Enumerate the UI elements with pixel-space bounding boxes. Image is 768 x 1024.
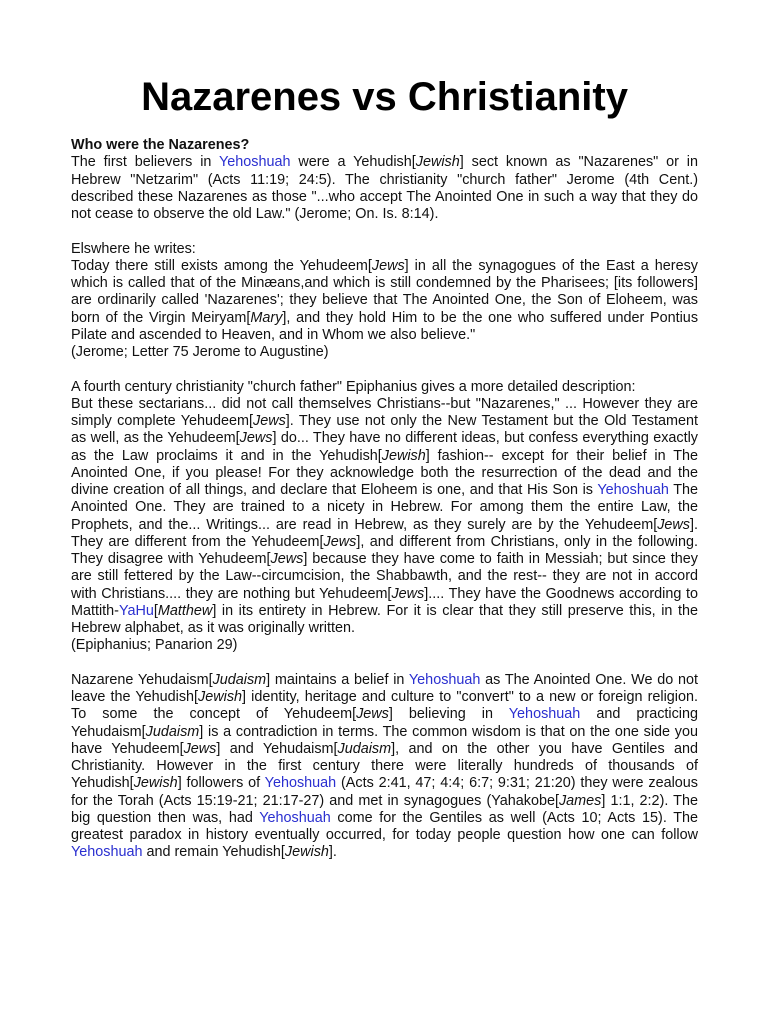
text-run: were a Yehudish[ bbox=[290, 154, 416, 171]
text-run: ], and they hold Him to be the one who suffered under Pontius Pilate and ascended to Heaven, and in Whom we also believe." bbox=[71, 309, 699, 343]
text-run: ]. They use not only the New Testament but the Old Testament as well, as the Yehudeem[ bbox=[71, 413, 698, 447]
italic-translation: Jews bbox=[183, 740, 217, 757]
page-title: Nazarenes vs Christianity bbox=[141, 75, 628, 119]
italic-translation: Jews bbox=[391, 585, 425, 602]
text-run: ] in all the synagogues of the East a heresy which is called that of the Minæans,and which is still condemned by the Pharisees; [its followers] are ordinarily called 'Nazarenes'; they believe that The Anointed One, the Son of Eloheem, was born of the Virgin Meiryam[ bbox=[71, 257, 698, 326]
italic-translation: Matthew bbox=[157, 602, 213, 619]
italic-translation: Judaism bbox=[337, 740, 392, 757]
italic-translation: Mary bbox=[250, 309, 283, 326]
text-run: Today there still exists among the Yehudeem[ bbox=[71, 257, 372, 274]
yehoshuah-link[interactable]: Yehoshuah bbox=[508, 706, 581, 723]
text-run: [ bbox=[153, 602, 158, 619]
italic-translation: James bbox=[558, 792, 602, 809]
jerome-quote bbox=[71, 258, 698, 344]
text-run: ] and Yehudaism[ bbox=[216, 740, 338, 757]
text-run: ] fashion-- except for their belief in The Anointed One, if you please! For they acknowledge both the resurrection of the dead and the divine creation of all things, and declare that Eloheem is one, and that His Son is bbox=[71, 447, 698, 498]
yehoshuah-link[interactable]: Yehoshuah bbox=[597, 482, 669, 498]
text-run: ].... They have the Goodnews according to Mattith- bbox=[71, 585, 698, 619]
text-run: (Acts 2:41, 47; 4:4; 6:7; 9:31; 21:20) they were zealous for the Torah (Acts 15:19-21; 21:17-27) and met in synagogues (Yahakobe[ bbox=[71, 775, 698, 809]
paragraph-intro bbox=[71, 154, 698, 223]
document-page bbox=[71, 0, 698, 862]
yehoshuah-link[interactable]: Yehoshuah bbox=[71, 844, 143, 861]
italic-translation: Jewish bbox=[284, 844, 329, 861]
text-run: and practicing Yehudaism[ bbox=[71, 706, 698, 740]
italic-translation: Jews bbox=[270, 551, 304, 567]
text-run: ], and on the other you have Gentiles and Christianity. However in the first century there were literally hundreds of thousands of Yehudish[ bbox=[71, 740, 699, 792]
text-run: But these sectarians... did not call themselves Christians--but "Nazarenes," ... However they are simply complete Yehudeem[ bbox=[71, 395, 698, 429]
italic-translation: Jewish bbox=[133, 775, 178, 792]
italic-translation: Jews bbox=[371, 257, 405, 274]
text-run: ] identity, heritage and culture to "convert" to a new or foreign religion. To some the concept of Yehudeem[ bbox=[71, 689, 699, 723]
yahu-link[interactable]: YaHu bbox=[118, 602, 154, 619]
epiphanius-intro: A fourth century christianity "church father" Epiphanius gives a more detailed description: bbox=[71, 378, 636, 395]
text-run: ]. They are different from the Yehudeem[ bbox=[71, 516, 698, 550]
epiphanius-citation: (Epiphanius; Panarion 29) bbox=[71, 637, 238, 654]
italic-translation: Judaism bbox=[145, 723, 200, 740]
text-run: ], and different from Christians, only in the following. They disagree with Yehudeem[ bbox=[71, 533, 698, 567]
text-run: ] do... They have no different ideas, but confess everything exactly as the Law proclaims it and in the Yehudish[ bbox=[71, 430, 698, 464]
yehoshuah-link[interactable]: Yehoshuah bbox=[219, 154, 291, 171]
text-run: come for the Gentiles as well (Acts 10; Acts 15). The greatest paradox in history eventually occurred, for today people question how one can follow bbox=[71, 809, 699, 843]
italic-translation: Jews bbox=[253, 413, 286, 429]
text-run: ] is a contradiction in terms. The common wisdom is that on the one side you have Yehudeem[ bbox=[71, 723, 698, 757]
italic-translation: Jews bbox=[657, 516, 690, 533]
italic-translation: Jews bbox=[356, 706, 389, 723]
italic-translation: Jewish bbox=[198, 689, 243, 705]
text-run: ] followers of bbox=[177, 775, 265, 792]
text-run: ] in its entirety in Hebrew. For it is clear that they still preserve this, in the Hebrew alphabet, as it was originally written. bbox=[71, 602, 698, 636]
text-run: ]. bbox=[328, 844, 337, 861]
text-run: ] believing in bbox=[388, 706, 509, 723]
paragraph-gap bbox=[71, 223, 698, 240]
italic-translation: Jewish bbox=[381, 447, 426, 464]
yehoshuah-link[interactable]: Yehoshuah bbox=[259, 809, 331, 826]
yehoshuah-link[interactable]: Yehoshuah bbox=[264, 775, 337, 792]
document-body bbox=[71, 137, 698, 862]
jerome-citation: (Jerome; Letter 75 Jerome to Augustine) bbox=[71, 344, 329, 360]
section-heading: Who were the Nazarenes? bbox=[71, 137, 250, 153]
text-run: ] sect known as "Nazarenes" or in Hebrew "Netzarim" (Acts 11:19; 24:5). The christianity "church father" Jerome (4th Cent.) described these Nazarenes as those "...who accept The Anointed One in such a way that they do not cease to observe the old Law." (Jerome; On. Is. 8:14). bbox=[71, 154, 698, 222]
text-run: ] 1:1, 2:2). The big question then was, had bbox=[71, 792, 698, 826]
italic-translation: Jews bbox=[239, 430, 273, 447]
text-run: The first believers in bbox=[71, 154, 220, 171]
italic-translation: Jews bbox=[323, 533, 357, 550]
italic-translation: Jewish bbox=[415, 154, 460, 171]
text-run: as The Anointed One. We do not leave the Yehudish[ bbox=[71, 671, 698, 705]
text-run: ] maintains a belief in bbox=[266, 671, 409, 688]
paragraph-gap bbox=[71, 361, 698, 378]
paragraph-gap bbox=[71, 655, 698, 672]
text-run: and remain Yehudish[ bbox=[142, 844, 285, 861]
epiphanius-quote bbox=[71, 396, 698, 638]
yehoshuah-link[interactable]: Yehoshuah bbox=[408, 671, 481, 688]
text-run: The Anointed One. They are trained to a nicety in Hebrew. For among them the entire Law, the Prophets, and the... Writings... are read in Hebrew, as they surely are by the Yehudeem[ bbox=[71, 482, 698, 533]
text-run: Nazarene Yehudaism[ bbox=[71, 671, 213, 688]
text-run: ] because they have come to faith in Messiah; but since they are still fettered by the Law--circumcision, the Shabbawth, and the rest-- they are not in accord with Christians.... they are nothing but Yehudeem[ bbox=[71, 551, 698, 602]
italic-translation: Judaism bbox=[212, 671, 267, 688]
jerome-intro: Elswhere he writes: bbox=[71, 240, 196, 257]
nazarene-yehudaism-paragraph bbox=[71, 672, 698, 862]
